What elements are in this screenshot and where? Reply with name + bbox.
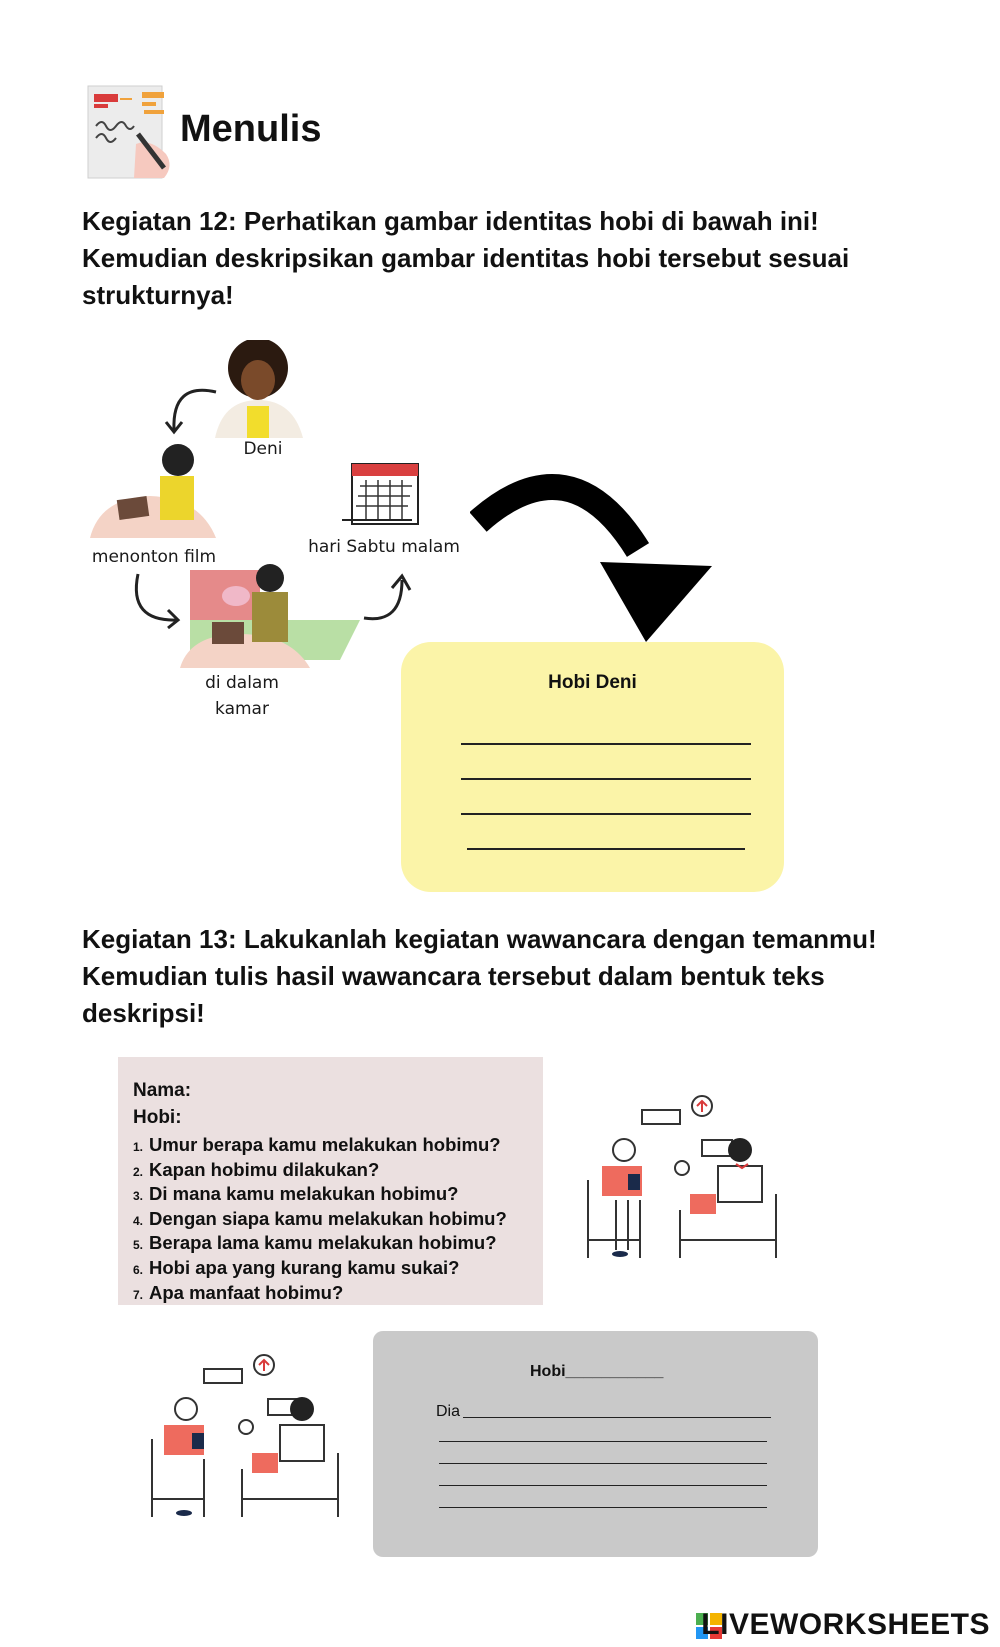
answer-line[interactable]: [463, 1417, 771, 1418]
answer-line[interactable]: [461, 813, 751, 815]
question-item: 1. Umur berapa kamu melakukan hobimu?: [133, 1134, 501, 1155]
kegiatan-13-line: Kemudian tulis hasil wawancara tersebut dalam bentuk teks: [82, 961, 825, 991]
calendar-icon: [336, 458, 426, 528]
caption-place-line: di dalam: [205, 673, 279, 693]
answer-line[interactable]: [467, 848, 745, 850]
person-bed-illustration: [180, 560, 370, 670]
hobi-label: Hobi:: [133, 1107, 182, 1128]
question-item: 5. Berapa lama kamu melakukan hobimu?: [133, 1232, 497, 1254]
kegiatan-12-line: Kemudian deskripsikan gambar identitas hobi tersebut sesuai: [82, 243, 850, 273]
answer-line[interactable]: [439, 1441, 767, 1442]
big-curved-arrow-icon: [470, 470, 720, 645]
curved-arrow-icon: [360, 572, 420, 624]
answer-line[interactable]: [439, 1507, 767, 1508]
page-title: Menulis: [180, 108, 322, 150]
question-list: [133, 1134, 507, 1306]
person-laptop-illustration: [88, 440, 218, 540]
curved-arrow-icon: [160, 382, 220, 438]
caption-name: Deni: [243, 439, 283, 459]
caption-activity: menonton film: [91, 547, 217, 567]
caption-time: hari Sabtu malam: [308, 537, 460, 557]
answer-line[interactable]: [461, 743, 751, 745]
answer-line[interactable]: [439, 1485, 767, 1486]
liveworksheets-logo[interactable]: LIVEWORKSHEETS: [701, 1608, 990, 1641]
hobi-deni-card: [401, 642, 784, 892]
hobi-deni-title: Hobi Deni: [548, 672, 637, 693]
nama-label: Nama:: [133, 1080, 192, 1101]
person-deni-illustration: [213, 340, 313, 440]
answer-card-title: Hobi___________: [530, 1363, 664, 1380]
kegiatan-13-instruction: [82, 921, 982, 1032]
kegiatan-13-line: deskripsi!: [82, 998, 205, 1028]
answer-card-dia: Dia: [436, 1403, 461, 1420]
kegiatan-12-line: Kegiatan 12: Perhatikan gambar identitas hobi di bawah ini!: [82, 206, 819, 236]
interview-questions-box: [118, 1057, 543, 1305]
interview-illustration: [580, 1090, 800, 1270]
caption-place-line: kamar: [215, 699, 269, 719]
kegiatan-12-line: strukturnya!: [82, 280, 234, 310]
caption-place: [182, 670, 302, 722]
question-item: 4. Dengan siapa kamu melakukan hobimu?: [133, 1207, 507, 1229]
writing-icon: [86, 84, 181, 184]
kegiatan-12-instruction: [82, 203, 962, 314]
interview-answer-card: [373, 1331, 818, 1557]
answer-line[interactable]: [461, 778, 751, 780]
answer-line[interactable]: [439, 1463, 767, 1464]
question-item: 3. Di mana kamu melakukan hobimu?: [133, 1183, 459, 1205]
kegiatan-13-line: Kegiatan 13: Lakukanlah kegiatan wawancara dengan temanmu!: [82, 924, 877, 954]
question-item: 2. Kapan hobimu dilakukan?: [133, 1158, 380, 1180]
question-item: 7. Apa manfaat hobimu?: [133, 1281, 344, 1303]
interview-illustration: [150, 1345, 360, 1525]
question-item: 6. Hobi apa yang kurang kamu sukai?: [133, 1256, 460, 1278]
curved-arrow-icon: [130, 572, 184, 632]
